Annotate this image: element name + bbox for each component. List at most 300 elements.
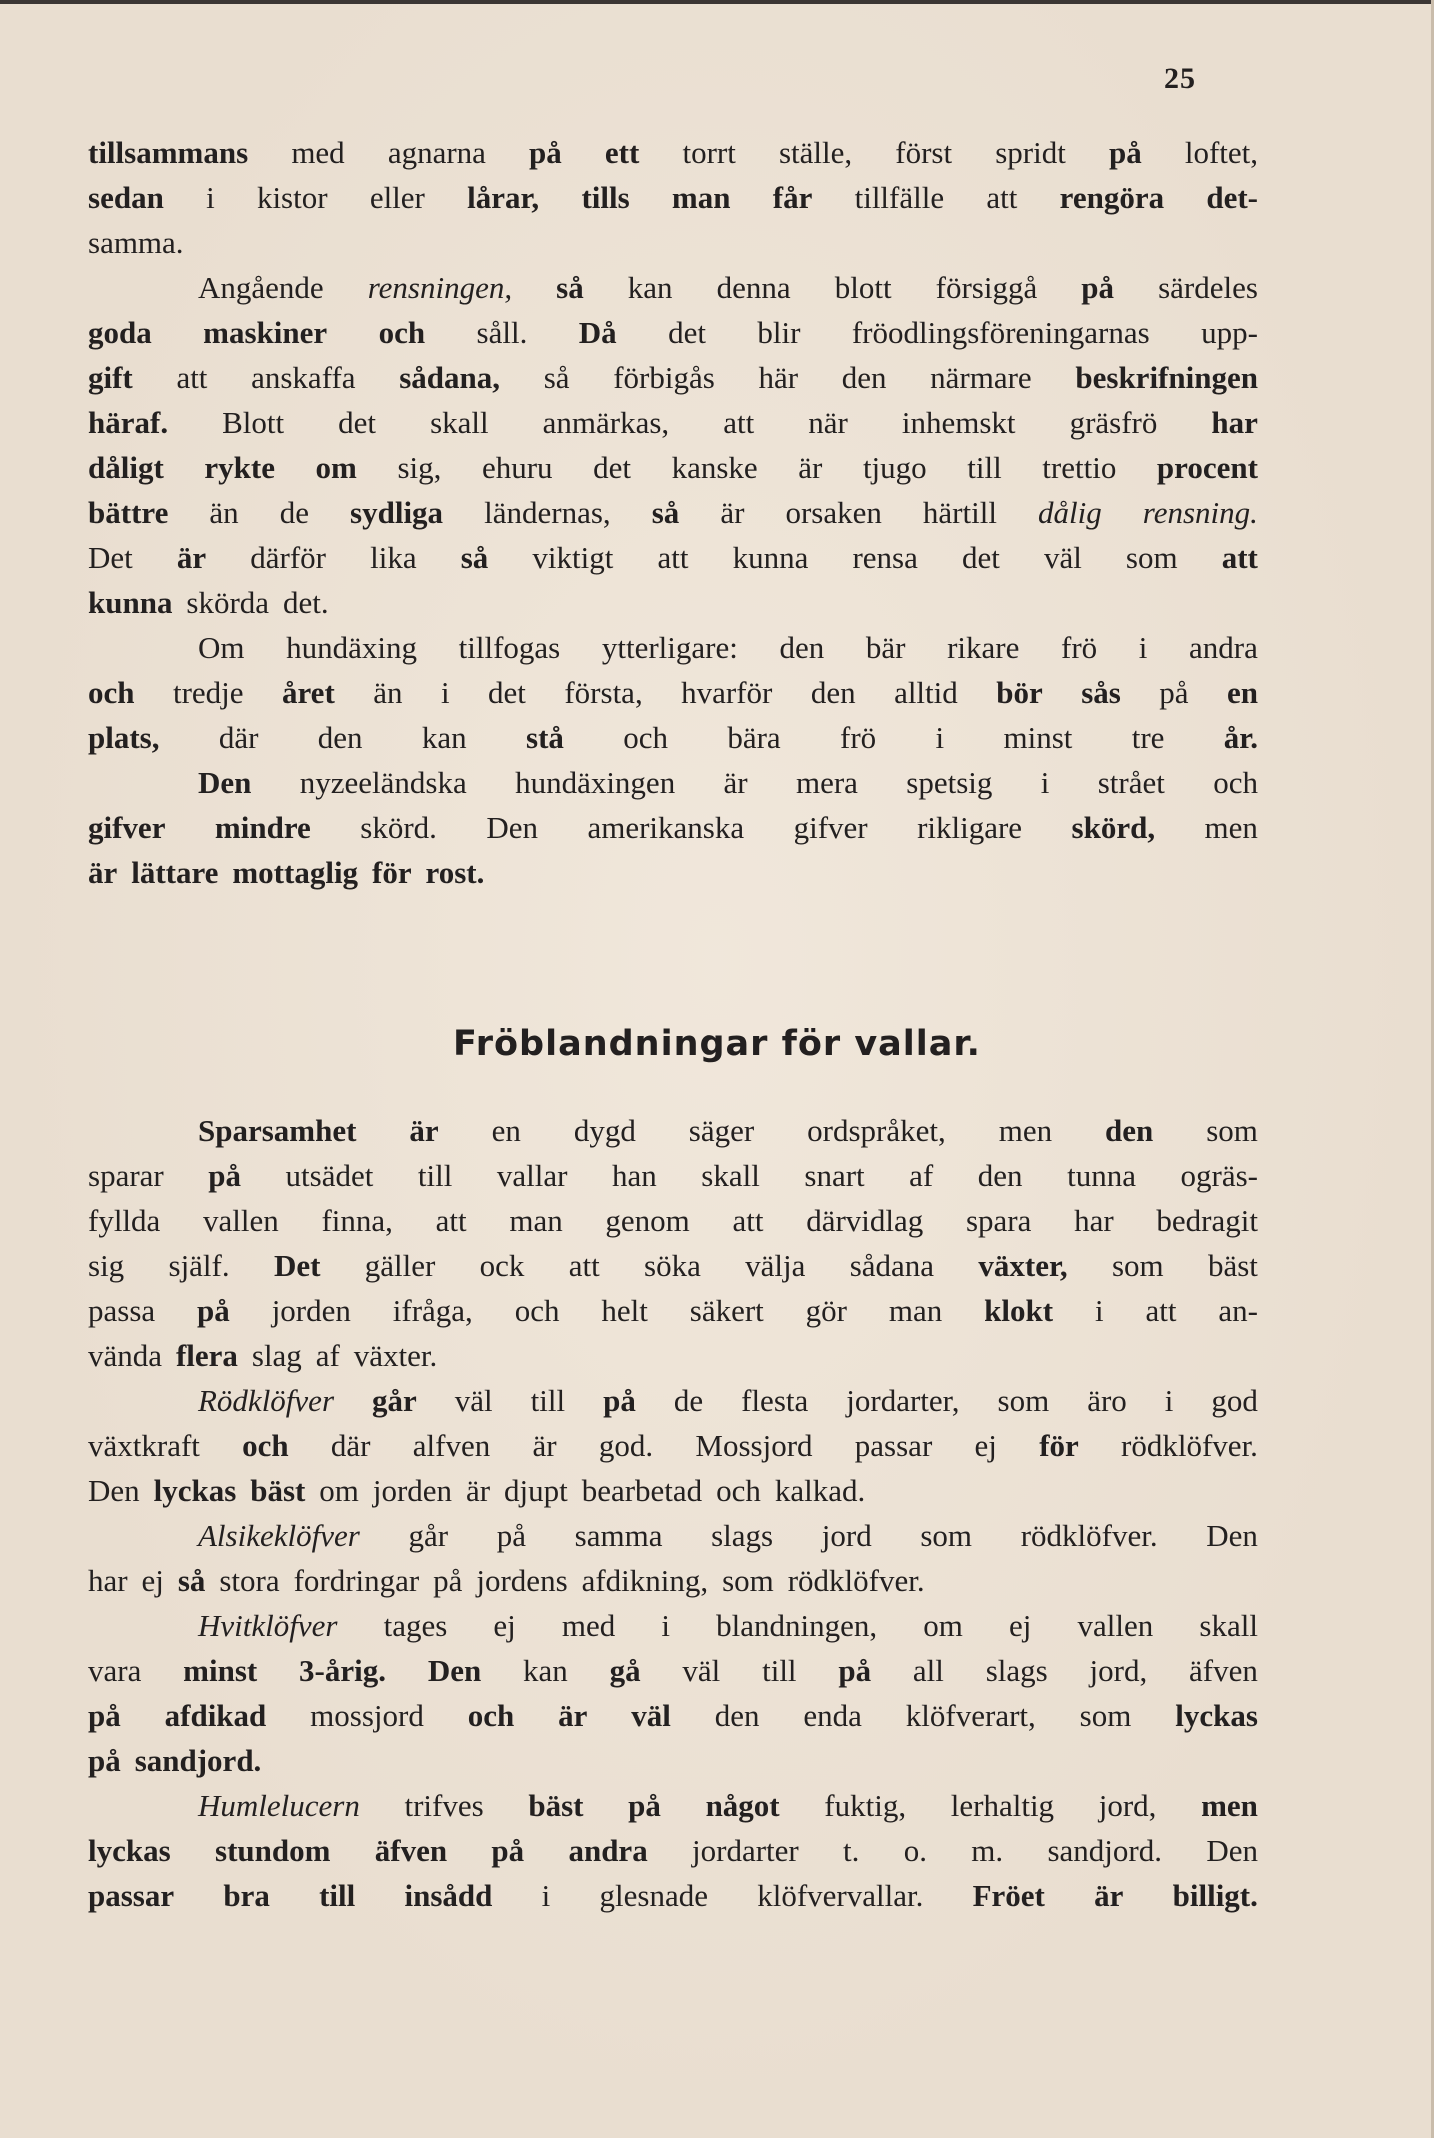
word: så [651,495,680,530]
word: anskaffa [251,360,356,395]
word: m. [971,1833,1004,1868]
word: jordarter [692,1833,799,1868]
word: rensa [852,540,918,575]
word: sedan [88,180,164,215]
word: sig, [397,450,442,485]
word: bättre [88,495,169,530]
word: vallar [496,1158,568,1193]
text-line [88,1108,1258,1153]
word: lyckas [1175,1698,1258,1733]
word: Blott [222,405,285,440]
word: eller [369,180,425,215]
word: försiggå [935,270,1038,305]
word: rikligare [917,810,1023,845]
word: plats, [88,720,160,755]
text-line [88,1693,1258,1738]
text-line [88,175,1258,220]
word: andra [1189,630,1258,665]
word: hundäxingen [515,765,676,800]
word: bra [223,1878,270,1913]
word: som [1079,1698,1132,1733]
word: man [888,1293,943,1328]
word: gräsfrö [1069,405,1158,440]
word: den [317,720,363,755]
page-number: 25 [1164,62,1196,95]
word: bäst [250,1473,306,1508]
word: t. [843,1833,860,1868]
word: kan [523,1653,568,1688]
word: passar [88,1878,175,1913]
word: att [568,1248,600,1283]
word: att [732,1203,764,1238]
word: bedragit [1156,1203,1258,1238]
word: flera [175,1338,238,1373]
word: alltid [894,675,958,710]
word: växter, [978,1248,1068,1283]
word: i [206,180,215,215]
word: upp- [1201,315,1258,350]
word: mottaglig [232,855,359,890]
word: lyckas [153,1473,237,1508]
word: jorden [271,1293,351,1328]
word: ej [141,1563,164,1598]
word: maskiner [203,315,328,350]
word: Sparsamhet [198,1113,357,1148]
text-line [88,490,1258,535]
word: passa [88,1293,156,1328]
word: frö [840,720,877,755]
word: som [722,1563,774,1598]
word: härtill [922,495,997,530]
text-line [88,265,1258,310]
word: har [88,1563,128,1598]
word: orsaken [785,495,882,530]
word: gäller [364,1248,436,1283]
word: för [372,855,412,890]
word: fyllda [88,1203,161,1238]
word: år. [1223,720,1258,755]
word: om [319,1473,359,1508]
word: som [1206,1113,1258,1148]
word: all [912,1653,944,1688]
word: strået [1097,765,1165,800]
page-top-edge [0,0,1434,4]
word: i [1138,630,1148,665]
word: så [556,270,584,305]
word: är [466,1473,491,1508]
word: sandjord. [134,1743,262,1778]
word: där [218,720,259,755]
word: Den [198,765,252,800]
word: goda [88,315,152,350]
word: den [841,360,887,395]
word: än [209,495,239,530]
word: god. [598,1428,654,1463]
text-line [88,1828,1258,1873]
word: till [417,1158,453,1193]
word: till [530,1383,566,1418]
word: närmare [930,360,1032,395]
word: bära [727,720,781,755]
word: väl [454,1383,493,1418]
text-line [88,715,1258,760]
word: finna, [321,1203,393,1238]
word: är [720,495,745,530]
word: på [88,1743,121,1778]
word: jord, [1098,1788,1157,1823]
word: en [1227,675,1258,710]
word: tages [383,1608,448,1643]
word: rykte [204,450,275,485]
text-line [88,220,1258,265]
text-line [88,1333,1258,1378]
word: rödklöfver. [1121,1428,1258,1463]
word: för [1039,1428,1079,1463]
text-line [88,355,1258,400]
word: minst [183,1653,258,1688]
word: Humlelucern [198,1788,360,1823]
word: klokt [984,1293,1054,1328]
word: Den [1206,1518,1258,1553]
word: ländernas, [484,495,611,530]
word: Den [427,1653,482,1688]
text-line [88,1378,1258,1423]
word: hvarför [681,675,773,710]
word: bäst [528,1788,584,1823]
word: man [509,1203,563,1238]
word: stå [526,720,564,755]
text-line [88,1783,1258,1828]
word: slags [711,1518,774,1553]
word: och [242,1428,289,1463]
word: fordringar [293,1563,420,1598]
word: insådd [404,1878,493,1913]
word: men [1204,810,1258,845]
word: Alsikeklöfver [198,1518,360,1553]
word: i [440,675,450,710]
word: häraf. [88,405,169,440]
word: säger [688,1113,755,1148]
word: inhemskt [901,405,1016,440]
word: dålig [1038,495,1102,530]
word: är [409,1113,439,1148]
text-line [88,130,1258,175]
word: och [88,675,135,710]
word: jord, [1089,1653,1148,1688]
word: minst [1003,720,1073,755]
word: har [1211,405,1258,440]
text-line [88,1873,1258,1918]
text-line [88,1423,1258,1468]
word: säkert [689,1293,764,1328]
word: där [330,1428,371,1463]
word: blott [834,270,892,305]
word: är [176,540,207,575]
word: går [372,1383,417,1418]
word: själf. [168,1248,230,1283]
word: är [798,450,823,485]
word: beskrifningen [1075,360,1258,395]
text-line [88,1468,1258,1513]
word: är [723,765,748,800]
word: rikare [947,630,1020,665]
word: ock [479,1248,525,1283]
word: på [838,1653,872,1688]
word: skörda [186,585,270,620]
word: lårar, [467,180,540,215]
word: stora [219,1563,280,1598]
word: på [1081,270,1115,305]
word: och [514,1293,560,1328]
word: till [762,1653,797,1688]
word: Fröet [972,1878,1045,1913]
word: vallen [1077,1608,1154,1643]
word: gör [805,1293,847,1328]
word: är [558,1698,588,1733]
text-line [88,1513,1258,1558]
word: i [661,1608,671,1643]
text-line [88,625,1258,670]
word: amerikanska [587,810,745,845]
word: att [723,405,755,440]
word: året [281,675,335,710]
word: en [491,1113,521,1148]
word: dåligt [88,450,164,485]
word: är [532,1428,557,1463]
word: ehuru [481,450,553,485]
word: skörd, [1071,810,1156,845]
word: i [541,1878,551,1913]
word: mossjord [310,1698,424,1733]
word: rödklöfver. [1020,1518,1158,1553]
word: Den [1206,1833,1258,1868]
word: och [1213,765,1258,800]
word: särdeles [1158,270,1258,305]
word: alfven [412,1428,491,1463]
word: trifves [404,1788,484,1823]
word: kistor [256,180,328,215]
word: blandningen, [716,1608,878,1643]
word: jordarter, [846,1383,960,1418]
word: på [628,1788,661,1823]
word: än [373,675,403,710]
word: väl [1043,540,1082,575]
word: mera [795,765,858,800]
word: lättare [131,855,219,890]
word: skall [701,1158,760,1193]
word: spridt [995,135,1066,170]
word: ifråga, [392,1293,473,1328]
word: på [496,1518,526,1553]
word: o. [903,1833,927,1868]
word: växter. [353,1338,438,1373]
word: spetsig [906,765,993,800]
word: går [408,1518,449,1553]
word: rensning. [1142,495,1258,530]
word: på [491,1833,525,1868]
word: första, [564,675,643,710]
word: och [378,315,426,350]
word: väl [682,1653,721,1688]
word: på [208,1158,242,1193]
word: väl [631,1698,671,1733]
text-line [88,580,1258,625]
word: är [88,855,118,890]
word: ej [974,1428,997,1463]
text-line [88,535,1258,580]
word: vända [88,1338,163,1373]
word: han [611,1158,657,1193]
word: de [673,1383,704,1418]
word: förbigås [613,360,715,395]
word: snart [804,1158,865,1193]
word: sig [88,1248,125,1283]
word: det [961,540,1000,575]
paragraphs-section-2 [88,1108,1258,1918]
word: enda [803,1698,862,1733]
word: och [467,1698,515,1733]
word: till [967,450,1002,485]
word: det [488,675,526,710]
word: af [315,1338,340,1373]
word: den [714,1698,760,1733]
word: något [705,1788,780,1823]
word: djupt [504,1473,568,1508]
word: som [997,1383,1050,1418]
word: men [998,1113,1053,1148]
word: välja [745,1248,806,1283]
word: på [433,1563,463,1598]
word: ordspråket, [807,1113,946,1148]
word: skörd. [360,810,437,845]
word: nyzeeländska [299,765,467,800]
paragraphs-section-1 [88,130,1258,895]
word: blir [757,315,801,350]
word: till [319,1878,356,1913]
word: jord [821,1518,872,1553]
word: ogräs- [1180,1158,1258,1193]
word: den [1105,1113,1154,1148]
word: i [1164,1383,1174,1418]
word: Angående [198,270,324,305]
word: får [772,180,813,215]
word: sådana, [399,360,501,395]
word: här [758,360,799,395]
word: hundäxing [286,630,417,665]
word: först [895,135,953,170]
section-heading: Fröblandningar för vallar. [453,1024,981,1064]
text-line [88,805,1258,850]
word: tillsammans [88,135,249,170]
word: den [977,1158,1023,1193]
word: den [810,675,856,710]
word: tjugo [862,450,927,485]
text-line [88,1288,1258,1333]
word: klöfvervallar. [757,1878,924,1913]
word: växtkraft [88,1428,200,1463]
word: om [923,1608,963,1643]
word: bör [996,675,1043,710]
word: rengöra [1059,180,1165,215]
word: Hvitklöfver [198,1608,338,1643]
word: rost. [425,855,485,890]
word: men [1201,1788,1258,1823]
word: gifver [793,810,868,845]
word: klöfverart, [905,1698,1036,1733]
word: ej [493,1608,516,1643]
word: sås [1081,675,1121,710]
word: därför [250,540,326,575]
word: rödklöfver. [787,1563,925,1598]
word: tills [581,180,630,215]
word: 3-årig. [299,1653,386,1688]
word: spara [965,1203,1032,1238]
word: procent [1156,450,1258,485]
word: bearbetad [581,1473,703,1508]
word: i [1040,765,1050,800]
word: helt [601,1293,648,1328]
word: att [1221,540,1258,575]
word: an- [1218,1293,1258,1328]
word: så [460,540,489,575]
word: Det [273,1248,321,1283]
word: ej [1009,1608,1032,1643]
word: loftet, [1184,135,1258,170]
word: rensningen, [367,270,513,305]
word: vara [88,1653,142,1688]
word: mindre [214,810,311,845]
word: det [338,405,377,440]
word: vallen [203,1203,279,1238]
word: på [88,1698,121,1733]
text-line [88,445,1258,490]
word: dygd [573,1113,636,1148]
word: passar [854,1428,933,1463]
text-line [88,1648,1258,1693]
word: gift [88,360,133,395]
word: Den [88,1473,140,1508]
word: tillfälle [854,180,945,215]
word: att [657,540,689,575]
word: därvidlag [806,1203,924,1238]
word: på [197,1293,230,1328]
word: Mossjord [695,1428,813,1463]
word: frö [1061,630,1098,665]
word: flesta [741,1383,809,1418]
word: fuktig, [824,1788,907,1823]
text-line [88,760,1258,805]
word: de [279,495,309,530]
word: slags [985,1653,1048,1688]
word: tillfogas [458,630,561,665]
word: det- [1206,180,1258,215]
word: äfven [1189,1653,1258,1688]
word: kanske [671,450,758,485]
word: den [779,630,825,665]
word: att [1145,1293,1177,1328]
text-line [88,1198,1258,1243]
word: och [623,720,668,755]
word: afdikad [164,1698,267,1733]
word: denna [716,270,791,305]
word: fröodlingsföreningarnas [851,315,1150,350]
word: såll. [476,315,528,350]
text-line [88,670,1258,715]
text-line [88,850,1258,895]
word: torrt [682,135,736,170]
word: stundom [215,1833,331,1868]
word: i [935,720,945,755]
